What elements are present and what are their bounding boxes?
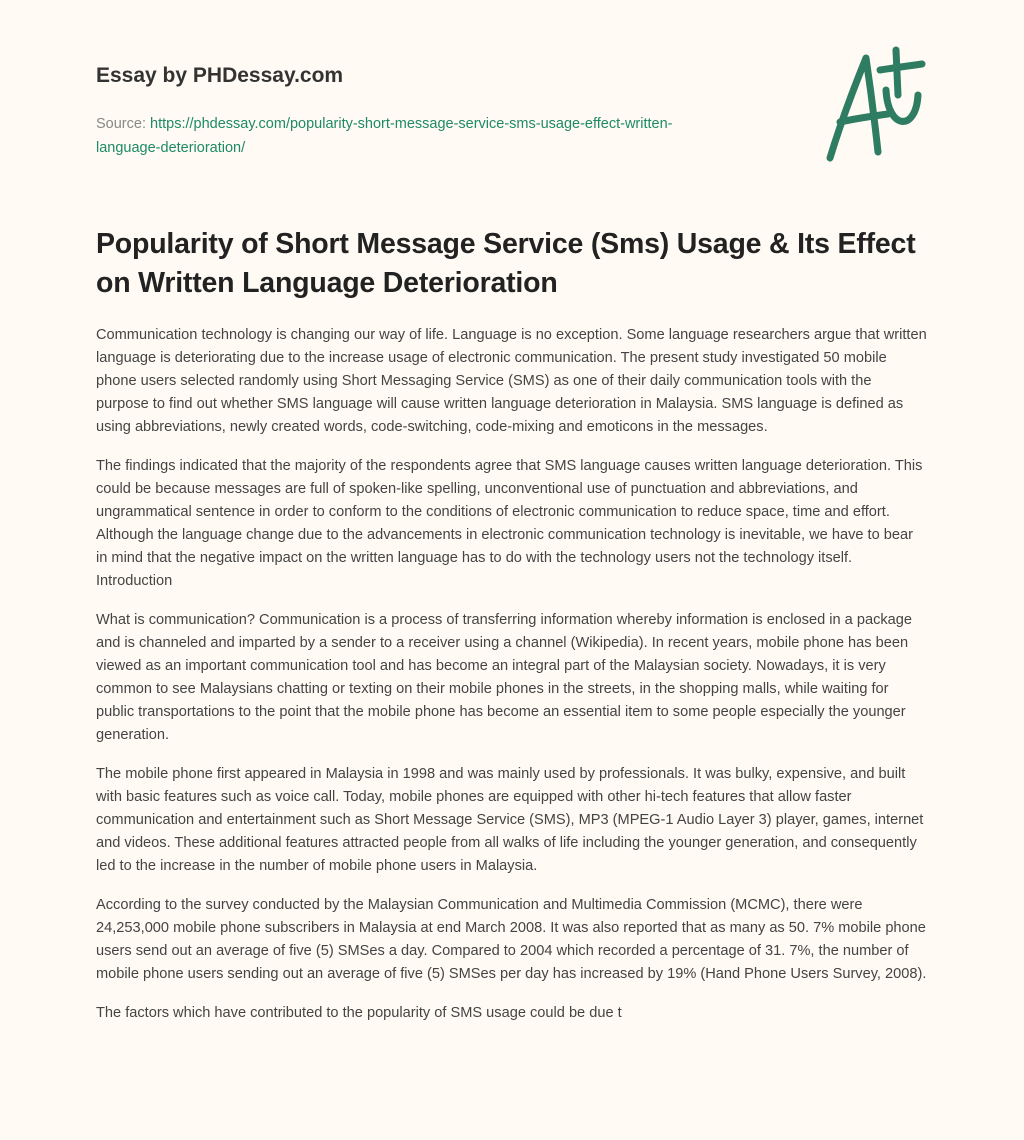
a-plus-logo	[818, 40, 928, 165]
paragraph: What is communication? Communication is a process of transferring information whereby information is enclosed in a package and is channeled and imparted by a sender to a receiver using a channel (Wikipedia). In recent years, mobile phone has been viewed as an important communication tool and has become an integral part of the Malaysian society. Nowadays, it is very common to see Malaysians chatting or texting on their mobile phones in the streets, in the shopping malls, while waiting for public transportations to the point that the mobile phone has become an essential item to some people especially the younger generation.	[96, 612, 913, 743]
paragraph: Communication technology is changing our way of life. Language is no exception. Some language researchers argue that written language is deteriorating due to the increase usage of electronic communication. The present study investigated 50 mobile phone users selected randomly using Short Messaging Service (SMS) as one of their daily communication tools with the purpose to find out whether SMS language will cause written language deterioration in Malaysia. SMS language is defined as using abbreviations, newly created words, code-switching, code-mixing and emoticons in the messages.	[96, 327, 927, 435]
source-link[interactable]: https://phdessay.com/popularity-short-message-service-sms-usage-effect-written-language-deterioration/	[96, 116, 673, 156]
source-line	[96, 112, 736, 160]
site-brand: Essay by PHDessay.com	[96, 64, 344, 87]
paragraph: The factors which have contributed to the popularity of SMS usage could be due t	[96, 1005, 622, 1021]
article-title: Popularity of Short Message Service (Sms) Usage & Its Effect on Written Language Deterioration	[96, 228, 916, 299]
paragraph: According to the survey conducted by the Malaysian Communication and Multimedia Commission (MCMC), there were 24,253,000 mobile phone subscribers in Malaysia at end March 2008. It was also reported that as many as 50. 7% mobile phone users send out an average of five (5) SMSes a day. Compared to 2004 which recorded a percentage of 31. 7%, the number of mobile phone users sending out an average of five (5) SMSes per day has increased by 19% (Hand Phone Users Survey, 2008).	[96, 897, 927, 982]
paragraph: The findings indicated that the majority of the respondents agree that SMS language causes written language deterioration. This could be because messages are full of spoken-like spelling, unconventional use of punctuation and abbreviations, and ungrammatical sentence in order to conform to the conditions of electronic communication to reduce space, time and effort. Although the language change due to the advancements in electronic communication technology is inevitable, we have to bear in mind that the negative impact on the written language has to do with the technology users not the technology itself. Introduction	[96, 458, 923, 589]
source-label: Source:	[96, 116, 146, 132]
paragraph: The mobile phone first appeared in Malaysia in 1998 and was mainly used by professionals. It was bulky, expensive, and built with basic features such as voice call. Today, mobile phones are equipped with other hi-tech features that allow faster communication and entertainment such as Short Message Service (SMS), MP3 (MPEG-1 Audio Layer 3) player, games, internet and videos. These additional features attracted people from all walks of life including the younger generation, and consequently led to the increase in the number of mobile phone users in Malaysia.	[96, 766, 924, 874]
article-body	[96, 324, 928, 1041]
